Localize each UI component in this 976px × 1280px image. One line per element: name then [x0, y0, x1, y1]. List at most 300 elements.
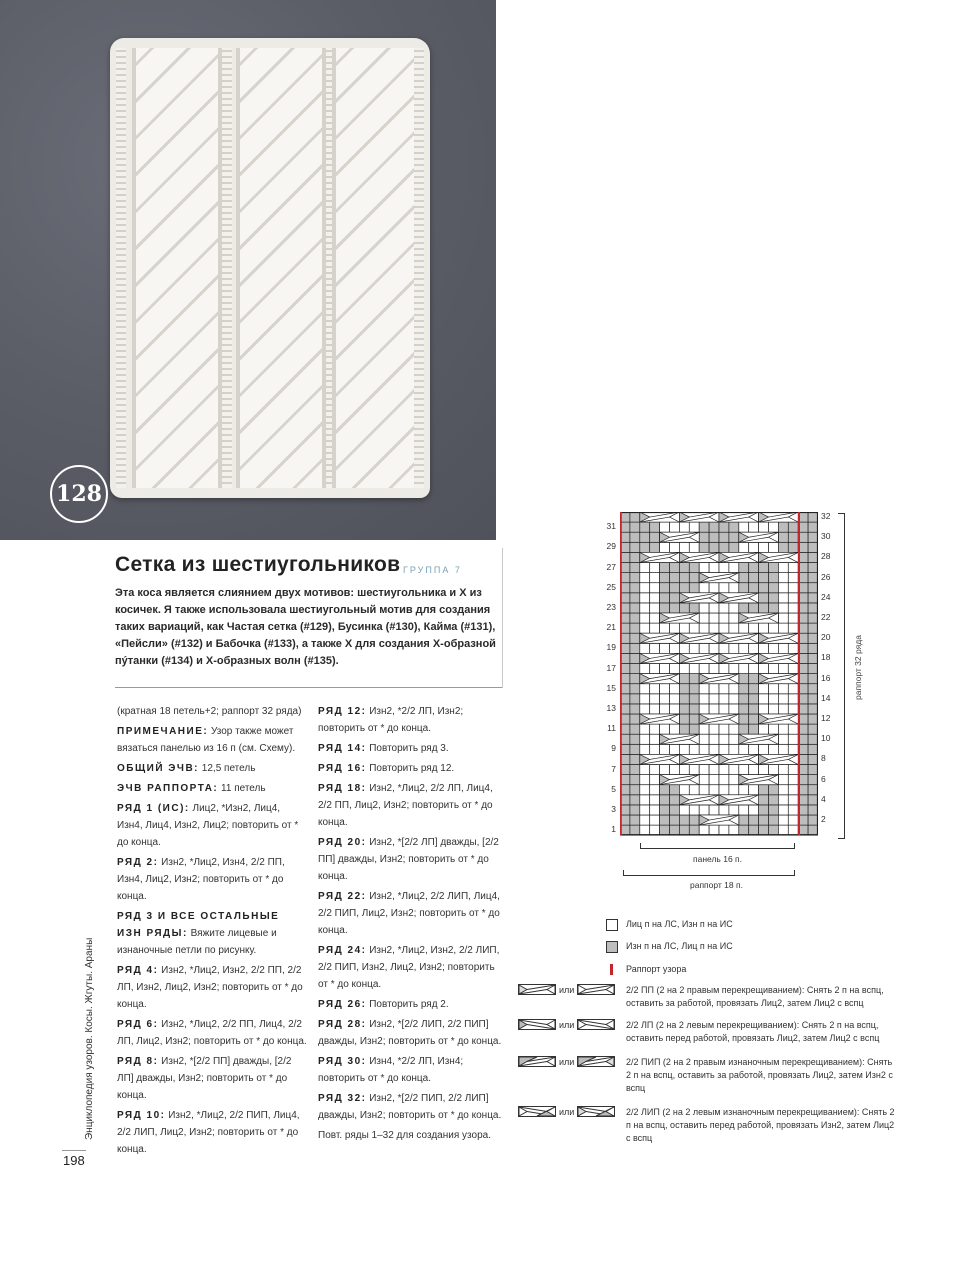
- instruction-text: Изн2, *[2/2 ЛИП, 2/2 ПИП] дважды, Изн2; повторить от * до конца.: [318, 1019, 502, 1047]
- chart-cell-knit: [759, 522, 769, 532]
- chart-cell-knit: [699, 563, 709, 573]
- chart-cell-purl: [630, 744, 640, 754]
- chart-cell-knit: [739, 542, 749, 552]
- chart-cell-knit: [689, 664, 699, 674]
- chart-cell-knit: [650, 563, 660, 573]
- chart-cell-knit: [699, 785, 709, 795]
- chart-cell-knit: [709, 805, 719, 815]
- chart-cell-purl: [689, 684, 699, 694]
- chart-cell-knit: [739, 765, 749, 775]
- chart-cell-purl: [660, 603, 670, 613]
- chart-cell-knit: [650, 694, 660, 704]
- chart-cell-knit: [699, 603, 709, 613]
- chart-cell-purl: [788, 542, 798, 552]
- chart-cell-knit: [778, 684, 788, 694]
- chart-cell-purl: [808, 664, 818, 674]
- chart-cell-knit: [709, 623, 719, 633]
- panel-label: панель 16 п.: [693, 854, 742, 864]
- chart-cell-purl: [630, 815, 640, 825]
- chart-cell-knit: [650, 613, 660, 623]
- chart-cell-purl: [749, 603, 759, 613]
- row-number-left: 27: [606, 561, 616, 572]
- chart-cell-purl: [808, 542, 818, 552]
- chart-cell-knit: [759, 664, 769, 674]
- chart-cell-knit: [640, 694, 650, 704]
- chart-cell-purl: [759, 593, 769, 603]
- chart-cell-knit: [650, 603, 660, 613]
- chart-cell-purl: [808, 643, 818, 653]
- cable-rpc-icon: или: [518, 1056, 615, 1067]
- chart-cell-purl: [630, 583, 640, 593]
- instruction-label: РЯД 16:: [318, 763, 367, 774]
- chart-cell-knit: [759, 623, 769, 633]
- chart-cell-purl: [749, 714, 759, 724]
- chart-cell-knit: [640, 684, 650, 694]
- chart-cell-knit: [699, 805, 709, 815]
- chart-cell-purl: [679, 704, 689, 714]
- chart-cell-knit: [729, 785, 739, 795]
- chart-cell-knit: [778, 563, 788, 573]
- chart-cell-knit: [679, 643, 689, 653]
- chart-cell-purl: [808, 724, 818, 734]
- chart-cell-knit: [719, 563, 729, 573]
- chart-cell-knit: [719, 694, 729, 704]
- instruction-label: РЯД 28:: [318, 1019, 367, 1030]
- chart-cell-knit: [759, 704, 769, 714]
- chart-cell-knit: [679, 805, 689, 815]
- chart-cell-purl: [689, 714, 699, 724]
- chart-cell-knit: [749, 643, 759, 653]
- chart-cell-knit: [769, 694, 779, 704]
- chart-cell-purl: [670, 583, 680, 593]
- page-number: 198: [63, 1153, 85, 1168]
- instruction-paragraph: [318, 760, 503, 777]
- chart-cell-knit: [660, 744, 670, 754]
- chart-cell-knit: [650, 825, 660, 835]
- chart-cell-purl: [719, 542, 729, 552]
- chart-cell-knit: [670, 623, 680, 633]
- instruction-label: РЯД 3 И ВСЕ ОСТАЛЬНЫЕ ИЗН РЯДЫ:: [117, 911, 280, 939]
- chart-cell-knit: [650, 815, 660, 825]
- chart-cell-knit: [640, 593, 650, 603]
- chart-cell-purl: [660, 785, 670, 795]
- chart-cell-knit: [729, 765, 739, 775]
- chart-cell-purl: [808, 775, 818, 785]
- chart-cell-purl: [749, 583, 759, 593]
- chart-cell-knit: [778, 704, 788, 714]
- instruction-label: РЯД 32:: [318, 1093, 367, 1104]
- instruction-paragraph: [117, 760, 307, 777]
- chart-cell-purl: [709, 522, 719, 532]
- chart-cell-knit: [769, 664, 779, 674]
- chart-cell-purl: [808, 552, 818, 562]
- chart-cell-knit: [778, 744, 788, 754]
- chart-cell-purl: [808, 613, 818, 623]
- chart-cell-purl: [808, 522, 818, 532]
- chart-cell-knit: [719, 785, 729, 795]
- chart-cell-knit: [739, 744, 749, 754]
- chart-cell-purl: [630, 775, 640, 785]
- red-bar-icon: [610, 964, 613, 975]
- row-number-right: 2: [821, 814, 826, 824]
- repeat-stitches-label: раппорт 18 п.: [690, 880, 743, 890]
- chart-cell-purl: [808, 795, 818, 805]
- chart-cell-purl: [670, 593, 680, 603]
- chart-cell-purl: [749, 684, 759, 694]
- chart-cell-purl: [739, 825, 749, 835]
- chart-cell-knit: [640, 603, 650, 613]
- row-number-left: 23: [606, 601, 616, 612]
- chart-cell-purl: [808, 532, 818, 542]
- chart-cell-knit: [709, 785, 719, 795]
- chart-cell-purl: [670, 603, 680, 613]
- instruction-text: (кратная 18 петель+2; раппорт 32 ряда): [117, 706, 302, 717]
- chart-cell-knit: [778, 643, 788, 653]
- chart-cell-knit: [719, 775, 729, 785]
- chart-cell-knit: [650, 684, 660, 694]
- chart-cell-purl: [729, 532, 739, 542]
- chart-cell-knit: [719, 684, 729, 694]
- row-number-right: 14: [821, 692, 831, 703]
- instruction-text: Изн2, *Лиц2, Изн2, 2/2 ЛИП, 2/2 ПИП, Изн2, Лиц2, Изн2; повторить от * до конца.: [318, 945, 500, 990]
- chart-cell-knit: [769, 542, 779, 552]
- instruction-text: Узор также может вязаться панелью из 16 п (см. Схему).: [117, 726, 296, 754]
- instruction-text: Вяжите лицевые и изнаночные петли по рисунку.: [117, 928, 277, 956]
- chart-cell-purl: [749, 724, 759, 734]
- chart-cell-purl: [729, 522, 739, 532]
- instruction-paragraph: [117, 962, 307, 1013]
- chart-cell-knit: [640, 815, 650, 825]
- chart-cell-knit: [729, 563, 739, 573]
- chart-cell-knit: [759, 765, 769, 775]
- chart-cell-knit: [640, 583, 650, 593]
- chart-cell-knit: [640, 704, 650, 714]
- instruction-label: РЯД 22:: [318, 891, 367, 902]
- chart-cell-knit: [719, 603, 729, 613]
- cable-lc-icon: или: [518, 1019, 615, 1030]
- chart-cell-purl: [788, 532, 798, 542]
- rib-between: [222, 48, 232, 488]
- chart-cell-knit: [759, 643, 769, 653]
- chart-cell-purl: [679, 563, 689, 573]
- instruction-paragraph: [117, 1053, 307, 1104]
- instruction-paragraph: [318, 780, 503, 831]
- instruction-text: Изн2, *Лиц2, 2/2 ПИП, Лиц4, 2/2 ЛИП, Лиц2, Изн2; повторить от * до конца.: [117, 1110, 300, 1155]
- chart-cell-knit: [699, 664, 709, 674]
- chart-cell-purl: [739, 724, 749, 734]
- chart-cell-purl: [679, 724, 689, 734]
- chart-cell-knit: [749, 805, 759, 815]
- instruction-text: Повт. ряды 1–32 для создания узора.: [318, 1130, 491, 1141]
- chart-cell-purl: [650, 532, 660, 542]
- chart-cell-purl: [759, 815, 769, 825]
- chart-cell-knit: [650, 664, 660, 674]
- chart-cell-purl: [719, 532, 729, 542]
- chart-cell-knit: [759, 542, 769, 552]
- chart-cell-knit: [679, 522, 689, 532]
- instruction-label: РЯД 20:: [318, 837, 367, 848]
- chart-cell-knit: [788, 724, 798, 734]
- chart-cell-purl: [759, 785, 769, 795]
- chart-cell-knit: [689, 744, 699, 754]
- chart-cell-purl: [670, 785, 680, 795]
- chart-cell-knit: [788, 603, 798, 613]
- chart-cell-purl: [778, 542, 788, 552]
- chart-cell-knit: [699, 724, 709, 734]
- row-number-left: 11: [607, 723, 616, 734]
- chart-cell-knit: [719, 724, 729, 734]
- chart-cell-knit: [670, 744, 680, 754]
- chart-cell-knit: [660, 765, 670, 775]
- chart-cell-knit: [759, 724, 769, 734]
- chart-cell-purl: [630, 795, 640, 805]
- chart-cell-purl: [679, 583, 689, 593]
- chart-cell-purl: [808, 704, 818, 714]
- chart-cell-knit: [670, 724, 680, 734]
- chart-cell-purl: [739, 563, 749, 573]
- instructions-column-2: [318, 703, 503, 1147]
- chart-cell-knit: [670, 664, 680, 674]
- chart-cell-knit: [640, 785, 650, 795]
- chart-cell-purl: [808, 593, 818, 603]
- chart-cell-purl: [670, 815, 680, 825]
- chart-cell-purl: [749, 563, 759, 573]
- chart-cell-knit: [699, 765, 709, 775]
- chart-cell-purl: [719, 522, 729, 532]
- chart-cell-knit: [739, 643, 749, 653]
- divider: [115, 687, 503, 688]
- chart-cell-knit: [679, 542, 689, 552]
- chart-cell-purl: [640, 542, 650, 552]
- chart-cell-purl: [709, 532, 719, 542]
- chart-cell-purl: [759, 573, 769, 583]
- instruction-label: ОБЩИЙ ЭЧВ:: [117, 763, 200, 774]
- chart-cell-purl: [630, 633, 640, 643]
- chart-cell-knit: [699, 825, 709, 835]
- row-number-right: 12: [821, 713, 831, 723]
- cable-rpc-symbol-a: [518, 1056, 556, 1067]
- cable-rc-symbol-a: [518, 984, 556, 995]
- chart-cell-purl: [630, 785, 640, 795]
- chart-cell-purl: [759, 583, 769, 593]
- chart-cell-knit: [778, 593, 788, 603]
- chart-cell-purl: [769, 805, 779, 815]
- chart-cell-knit: [788, 643, 798, 653]
- chart-cell-knit: [788, 583, 798, 593]
- chart-cell-knit: [739, 623, 749, 633]
- chart-cell-purl: [630, 704, 640, 714]
- chart-cell-knit: [749, 522, 759, 532]
- row-number-left: 3: [611, 803, 616, 814]
- chart-cell-knit: [709, 643, 719, 653]
- chart-cell-knit: [699, 613, 709, 623]
- chart-cell-knit: [640, 825, 650, 835]
- instruction-text: Изн2, *Лиц2, Изн4, 2/2 ПП, Изн4, Лиц2, Изн2; повторить от * до конца.: [117, 857, 285, 902]
- chart-cell-purl: [630, 532, 640, 542]
- rib-edge: [414, 48, 424, 488]
- instruction-label: РЯД 12:: [318, 706, 367, 717]
- chart-cell-knit: [709, 724, 719, 734]
- row-number-left: 21: [606, 622, 616, 633]
- group-label: ГРУППА 7: [403, 565, 462, 575]
- chart-cell-purl: [749, 674, 759, 684]
- row-number-right: 22: [821, 612, 831, 622]
- row-number-right: 4: [821, 793, 826, 804]
- chart-cell-knit: [689, 542, 699, 552]
- chart-cell-knit: [788, 785, 798, 795]
- row-number-right: 28: [821, 551, 831, 562]
- chart-cell-purl: [640, 522, 650, 532]
- chart-cell-purl: [808, 694, 818, 704]
- chart-cell-knit: [699, 623, 709, 633]
- instruction-label: ЭЧВ РАППОРТА:: [117, 783, 219, 794]
- row-number-right: 16: [821, 672, 831, 683]
- instruction-label: РЯД 6:: [117, 1019, 159, 1030]
- row-number-left: 13: [606, 702, 616, 713]
- chart-cell-knit: [769, 623, 779, 633]
- chart-cell-purl: [689, 815, 699, 825]
- chart-cell-purl: [699, 532, 709, 542]
- chart-cell-purl: [670, 573, 680, 583]
- chart-cell-purl: [808, 825, 818, 835]
- chart-cell-knit: [640, 643, 650, 653]
- chart-cell-knit: [709, 775, 719, 785]
- chart-cell-purl: [630, 563, 640, 573]
- chart-cell-knit: [739, 664, 749, 674]
- chart-cell-knit: [778, 664, 788, 674]
- chart-cell-purl: [769, 795, 779, 805]
- chart-cell-purl: [650, 522, 660, 532]
- chart-cell-knit: [640, 775, 650, 785]
- instruction-paragraph: [117, 723, 307, 757]
- row-number-right: 32: [821, 511, 831, 521]
- chart-cell-knit: [729, 704, 739, 714]
- chart-cell-knit: [769, 724, 779, 734]
- chart-cell-purl: [739, 583, 749, 593]
- chart-cell-knit: [679, 765, 689, 775]
- chart-cell-knit: [719, 613, 729, 623]
- chart-cell-purl: [660, 563, 670, 573]
- chart-cell-purl: [808, 633, 818, 643]
- running-head: Энциклопедия узоров. Косы. Жгуты. Араны: [84, 937, 95, 1140]
- chart-cell-purl: [759, 805, 769, 815]
- chart-cell-knit: [788, 805, 798, 815]
- chart-cell-purl: [808, 573, 818, 583]
- chart-cell-purl: [679, 815, 689, 825]
- chart-cell-knit: [719, 704, 729, 714]
- chart-cell-purl: [759, 795, 769, 805]
- chart-cell-purl: [630, 674, 640, 684]
- chart-cell-knit: [650, 785, 660, 795]
- cable-lpc-symbol-b: [577, 1106, 615, 1117]
- chart-cell-knit: [749, 542, 759, 552]
- chart-cell-knit: [640, 563, 650, 573]
- chart-cell-knit: [769, 744, 779, 754]
- divider: [62, 1150, 86, 1151]
- chart-cell-purl: [630, 512, 640, 522]
- chart-cell-knit: [788, 593, 798, 603]
- repeat-stitches-bracket: [623, 870, 795, 876]
- chart-cell-purl: [759, 603, 769, 613]
- chart-cell-knit: [788, 573, 798, 583]
- chart-cell-knit: [759, 694, 769, 704]
- chart-cell-purl: [670, 805, 680, 815]
- chart-cell-knit: [729, 744, 739, 754]
- instruction-paragraph: [117, 703, 307, 720]
- instruction-paragraph: [117, 1016, 307, 1050]
- chart-cell-knit: [670, 765, 680, 775]
- chart-cell-knit: [759, 744, 769, 754]
- chart-cell-knit: [640, 664, 650, 674]
- panel-bracket: [640, 843, 795, 849]
- chart-cell-knit: [788, 613, 798, 623]
- chart-cell-knit: [709, 694, 719, 704]
- chart-cell-purl: [769, 815, 779, 825]
- chart-cell-knit: [709, 583, 719, 593]
- chart-cell-purl: [699, 522, 709, 532]
- chart-cell-knit: [679, 623, 689, 633]
- chart-cell-knit: [709, 744, 719, 754]
- chart-cell-knit: [670, 542, 680, 552]
- instruction-label: РЯД 2:: [117, 857, 159, 868]
- chart-cell-purl: [679, 684, 689, 694]
- chart-cell-purl: [660, 825, 670, 835]
- chart-cell-knit: [778, 583, 788, 593]
- chart-cell-purl: [749, 694, 759, 704]
- chart-cell-knit: [719, 765, 729, 775]
- instruction-text: Повторить ряд 3.: [366, 743, 449, 754]
- pattern-title: Сетка из шестиугольников: [115, 553, 401, 576]
- chart-cell-purl: [739, 684, 749, 694]
- chart-cell-knit: [788, 765, 798, 775]
- chart-cell-purl: [769, 785, 779, 795]
- chart-cell-knit: [679, 744, 689, 754]
- chart-cell-purl: [689, 573, 699, 583]
- chart-cell-purl: [650, 542, 660, 552]
- instruction-paragraph: [318, 942, 503, 993]
- chart-cell-knit: [689, 765, 699, 775]
- chart-cell-purl: [660, 795, 670, 805]
- chart-cell-knit: [660, 542, 670, 552]
- cable-column: [236, 48, 326, 488]
- knitting-chart: [620, 512, 818, 836]
- chart-cell-knit: [778, 573, 788, 583]
- chart-cell-purl: [630, 765, 640, 775]
- chart-cell-knit: [788, 623, 798, 633]
- chart-cell-knit: [729, 623, 739, 633]
- chart-cell-knit: [670, 704, 680, 714]
- chart-cell-purl: [660, 815, 670, 825]
- cable-rpc-symbol-b: [577, 1056, 615, 1067]
- chart-cell-knit: [660, 522, 670, 532]
- pattern-number-badge: 128: [50, 465, 108, 523]
- instruction-label: РЯД 18:: [318, 783, 367, 794]
- chart-cell-knit: [670, 694, 680, 704]
- chart-cell-knit: [709, 664, 719, 674]
- chart-cell-purl: [660, 805, 670, 815]
- swatch-photo: [0, 0, 496, 540]
- chart-cell-knit: [699, 704, 709, 714]
- chart-cell-knit: [650, 573, 660, 583]
- instruction-text: 12,5 петель: [199, 763, 256, 774]
- chart-cell-purl: [630, 754, 640, 764]
- chart-cell-purl: [630, 522, 640, 532]
- chart-cell-knit: [719, 623, 729, 633]
- chart-cell-purl: [808, 583, 818, 593]
- row-number-right: 6: [821, 773, 826, 784]
- chart-cell-knit: [640, 724, 650, 734]
- chart-cell-purl: [808, 563, 818, 573]
